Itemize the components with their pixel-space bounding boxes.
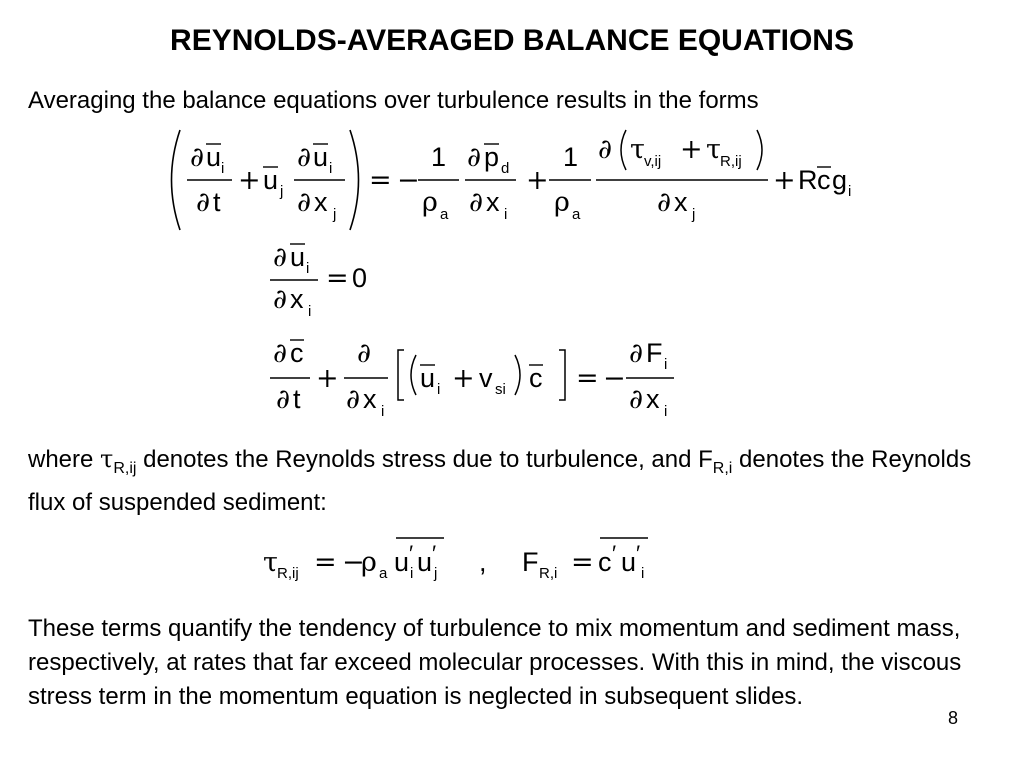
svg-text:−: −: [342, 547, 365, 578]
svg-text:−: −: [397, 165, 420, 196]
svg-text:x: x: [290, 284, 304, 314]
svg-text:R,ij: R,ij: [720, 153, 742, 170]
svg-text:a: a: [440, 206, 449, 223]
svg-text:t: t: [293, 384, 301, 414]
svg-text:1: 1: [431, 142, 447, 172]
svg-text:τ: τ: [706, 134, 721, 165]
svg-text:∂: ∂: [190, 142, 204, 173]
svg-text:∂: ∂: [629, 384, 643, 415]
svg-text:0: 0: [352, 263, 368, 293]
where-part-2: denotes the Reynolds stress due to turbulence, and F: [136, 446, 713, 473]
svg-text:u: u: [417, 547, 433, 577]
svg-text:+: +: [238, 165, 261, 196]
svg-text:u: u: [394, 547, 410, 577]
svg-text:R,ij: R,ij: [277, 565, 299, 582]
reynolds-closure-equation: [263, 538, 648, 582]
momentum-equation: [172, 130, 852, 230]
svg-text:∂: ∂: [297, 142, 311, 173]
svg-text:i: i: [664, 403, 668, 420]
svg-text:R: R: [798, 165, 818, 195]
svg-text:g: g: [832, 165, 848, 195]
svg-text:i: i: [221, 160, 225, 177]
svg-text:=: =: [369, 165, 392, 196]
svg-text:x: x: [314, 187, 328, 217]
intro-text: Averaging the balance equations over turbulence results in the forms: [28, 87, 759, 114]
svg-text:=: =: [314, 547, 337, 578]
svg-text:ρ: ρ: [361, 547, 377, 578]
svg-text:u: u: [206, 142, 222, 172]
closing-text: These terms quantify the tendency of turbulence to mix momentum and sediment mass, respectively, at rates that far exceed molecular processes. With this in mind, the viscous stress term in the momentum equation is neglected in subsequent slides.: [28, 615, 962, 710]
svg-text:∂: ∂: [346, 384, 360, 415]
svg-text:=: =: [326, 263, 349, 294]
page-number: 8: [948, 708, 959, 728]
svg-text:+: +: [526, 165, 549, 196]
slide-title: REYNOLDS-AVERAGED BALANCE EQUATIONS: [170, 24, 854, 57]
svg-text:∂: ∂: [276, 384, 290, 415]
svg-text:u: u: [420, 363, 436, 393]
svg-text:u: u: [263, 165, 279, 195]
svg-text:si: si: [495, 381, 506, 398]
svg-text:c: c: [817, 165, 831, 195]
svg-text:∂: ∂: [629, 338, 643, 369]
svg-text:ρ: ρ: [554, 187, 570, 218]
continuity-equation: [270, 242, 367, 320]
svg-text:,: ,: [479, 547, 487, 577]
svg-text:′: ′: [409, 541, 414, 566]
svg-text:τ: τ: [630, 134, 645, 165]
svg-text:a: a: [572, 206, 581, 223]
svg-text:∂: ∂: [273, 242, 287, 273]
svg-text:c: c: [598, 547, 612, 577]
svg-text:∂: ∂: [196, 187, 210, 218]
svg-text:t: t: [213, 187, 221, 217]
svg-text:′: ′: [432, 541, 437, 566]
where-part-3: denotes the Reynolds flux of suspended sediment:: [28, 446, 972, 516]
svg-text:i: i: [381, 403, 385, 420]
svg-text:j: j: [692, 206, 696, 223]
svg-text:+: +: [452, 363, 475, 394]
svg-text:i: i: [664, 356, 668, 373]
svg-text:x: x: [646, 384, 660, 414]
svg-text:τ: τ: [263, 547, 278, 578]
svg-text:i: i: [410, 565, 414, 582]
svg-text:i: i: [308, 303, 312, 320]
svg-text:i: i: [329, 160, 333, 177]
where-part-1: where: [28, 446, 101, 473]
svg-text:+: +: [316, 363, 339, 394]
svg-text:ρ: ρ: [422, 187, 438, 218]
svg-text:∂: ∂: [273, 338, 287, 369]
svg-text:x: x: [363, 384, 377, 414]
svg-text:x: x: [674, 187, 688, 217]
svg-text:=: =: [571, 547, 594, 578]
svg-text:i: i: [504, 206, 508, 223]
svg-text:+: +: [773, 165, 796, 196]
svg-text:c: c: [290, 338, 304, 368]
svg-text:∂: ∂: [297, 187, 311, 218]
svg-text:∂: ∂: [357, 338, 371, 369]
svg-text:p: p: [484, 142, 500, 172]
svg-text:∂: ∂: [469, 187, 483, 218]
svg-text:i: i: [306, 260, 310, 277]
svg-text:i: i: [848, 183, 852, 200]
svg-text:F: F: [646, 338, 663, 368]
svg-text:u: u: [621, 547, 637, 577]
svg-text:′: ′: [636, 541, 641, 566]
svg-text:c: c: [529, 363, 543, 393]
svg-text:v: v: [479, 363, 493, 393]
svg-text:∂: ∂: [467, 142, 481, 173]
svg-text:v,ij: v,ij: [644, 153, 662, 170]
svg-text:u: u: [313, 142, 329, 172]
svg-text:′: ′: [612, 541, 617, 566]
svg-text:∂: ∂: [273, 284, 287, 315]
svg-text:u: u: [290, 242, 306, 272]
tau-symbol: τ: [100, 445, 114, 473]
sediment-equation: [270, 338, 674, 420]
svg-text:x: x: [486, 187, 500, 217]
svg-text:1: 1: [563, 142, 579, 172]
svg-text:R,i: R,i: [539, 565, 558, 582]
where-text: [28, 442, 1008, 520]
svg-text:i: i: [641, 565, 645, 582]
svg-text:d: d: [501, 160, 510, 177]
svg-text:F: F: [522, 547, 539, 577]
svg-text:∂: ∂: [598, 134, 612, 165]
tau-subscript: R,ij: [113, 459, 137, 477]
svg-text:i: i: [437, 381, 441, 398]
svg-text:a: a: [379, 565, 388, 582]
svg-text:j: j: [280, 183, 284, 200]
svg-text:−: −: [603, 363, 626, 394]
svg-text:j: j: [333, 206, 337, 223]
f-subscript: R,i: [712, 459, 733, 477]
svg-text:∂: ∂: [657, 187, 671, 218]
svg-text:=: =: [576, 363, 599, 394]
svg-text:+: +: [680, 134, 703, 165]
svg-text:j: j: [434, 565, 438, 582]
